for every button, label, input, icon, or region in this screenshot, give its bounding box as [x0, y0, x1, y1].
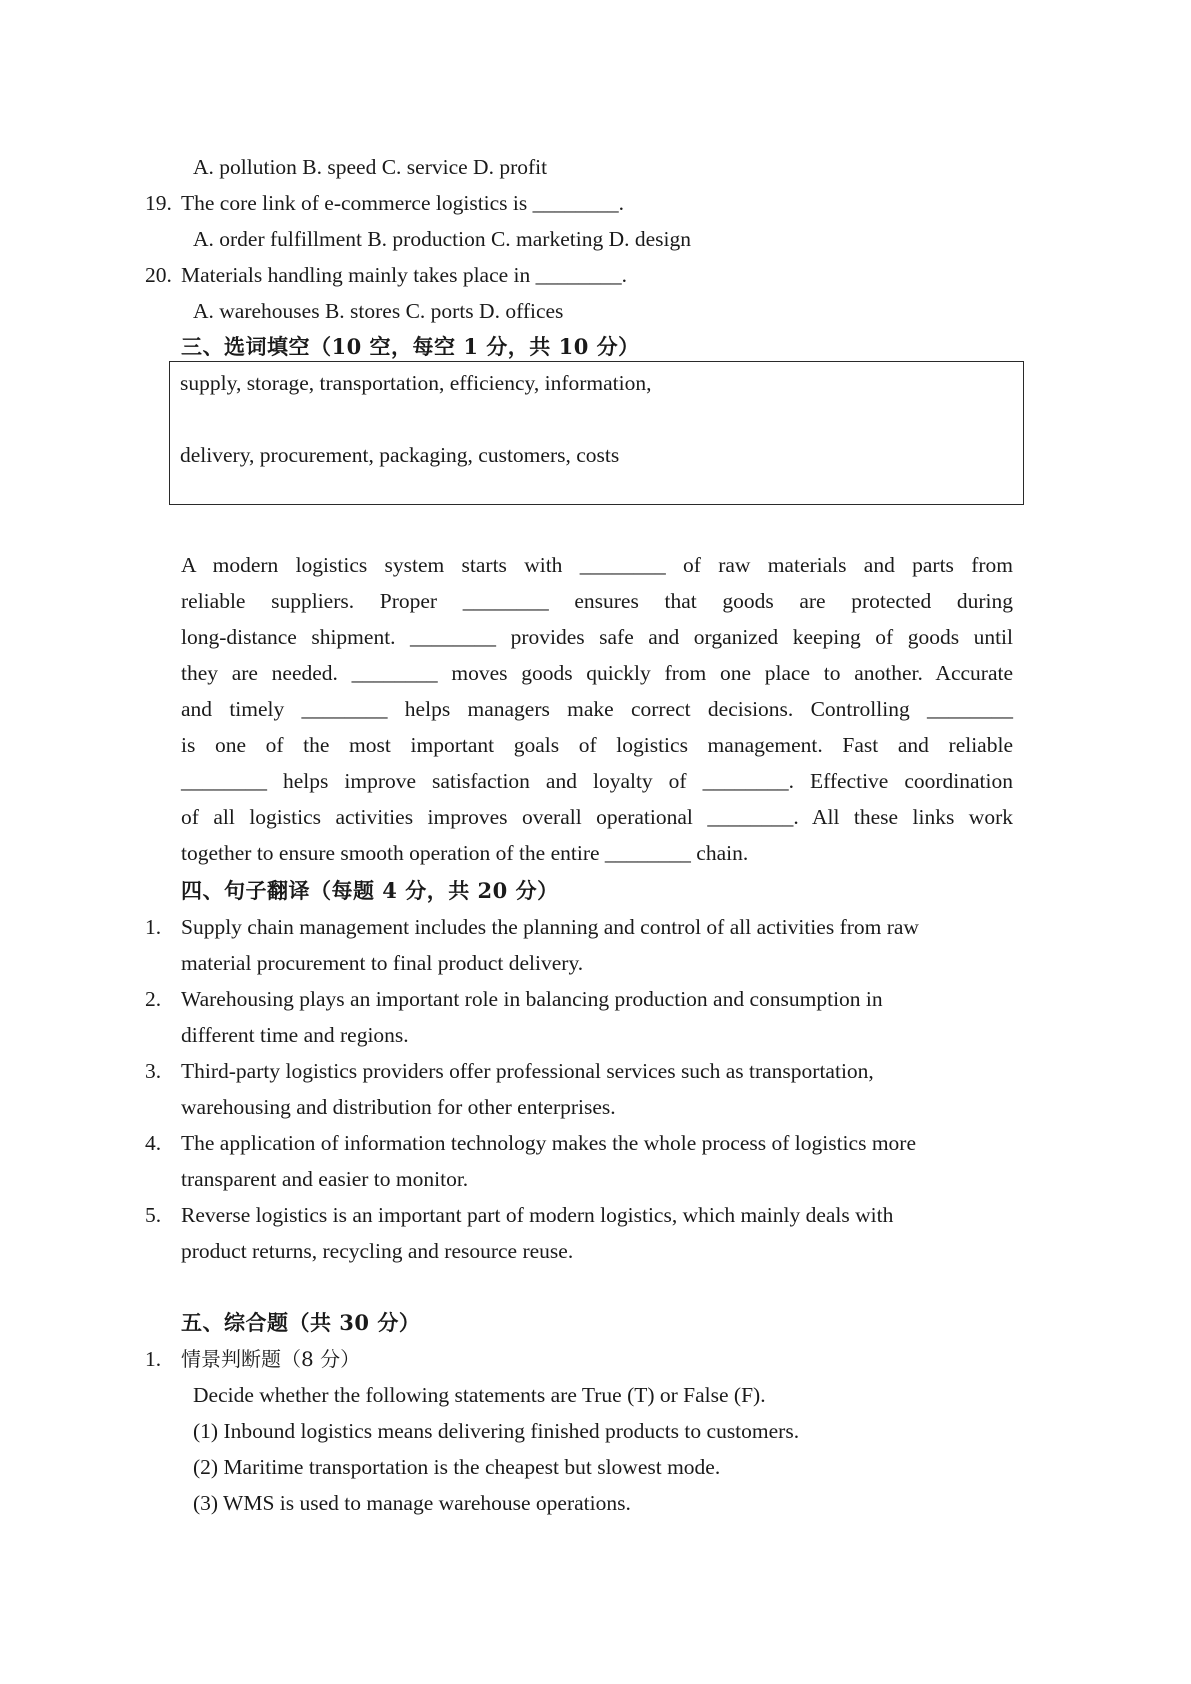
translation-item-line: product returns, recycling and resource reuse.: [181, 1239, 574, 1263]
section5-heading: 五、综合题（共 30 分）: [181, 1310, 421, 1335]
word-bank-box: [169, 361, 1024, 505]
translation-item-line: warehousing and distribution for other enterprises.: [181, 1095, 616, 1119]
translation-item-line: material procurement to final product delivery.: [181, 951, 584, 975]
passage-line: long-distance shipment. ________ provides safe and organized keeping of goods until: [181, 625, 1013, 649]
passage-line: together to ensure smooth operation of the entire ________ chain.: [181, 841, 749, 865]
q18-options: A. pollution B. speed C. service D. profit: [193, 155, 548, 179]
translation-item-number: 4.: [145, 1131, 162, 1155]
tf-statement: (3) WMS is used to manage warehouse operations.: [193, 1491, 631, 1515]
cloze-passage: [181, 547, 1013, 871]
tf-statement: (2) Maritime transportation is the cheapest but slowest mode.: [193, 1455, 721, 1479]
q20-text: Materials handling mainly takes place in ________.: [181, 263, 628, 287]
word-bank-line: supply, storage, transportation, efficiency, information,: [180, 371, 652, 395]
q19-number: 19.: [145, 191, 172, 215]
passage-line: A modern logistics system starts with ________ of raw materials and parts from: [181, 553, 1013, 577]
translation-item-line: different time and regions.: [181, 1023, 409, 1047]
translation-item-line: transparent and easier to monitor.: [181, 1167, 469, 1191]
translation-item-line: The application of information technology makes the whole process of logistics more: [181, 1131, 916, 1155]
tf-statement: (1) Inbound logistics means delivering finished products to customers.: [193, 1419, 800, 1443]
translation-item-number: 1.: [145, 915, 162, 939]
passage-line: reliable suppliers. Proper ________ ensures that goods are protected during: [181, 589, 1013, 613]
translation-item-number: 2.: [145, 987, 162, 1011]
passage-line: and timely ________ helps managers make correct decisions. Controlling ________: [181, 697, 1013, 721]
q19-options: A. order fulfillment B. production C. marketing D. design: [193, 227, 691, 251]
passage-line: they are needed. ________ moves goods quickly from one place to another. Accurate: [181, 661, 1013, 685]
q20-options: A. warehouses B. stores C. ports D. offices: [193, 299, 564, 323]
translation-item-number: 5.: [145, 1203, 162, 1227]
passage-line: of all logistics activities improves overall operational ________. All these links work: [181, 805, 1013, 829]
translation-item-line: Warehousing plays an important role in balancing production and consumption in: [181, 987, 883, 1011]
passage-line: is one of the most important goals of logistics management. Fast and reliable: [181, 733, 1013, 757]
passage-line: ________ helps improve satisfaction and loyalty of ________. Effective coordination: [181, 769, 1013, 793]
section3-heading: 三、选词填空（10 空，每空 1 分，共 10 分）: [181, 334, 640, 359]
word-bank-line: delivery, procurement, packaging, customers, costs: [180, 443, 620, 467]
q20-number: 20.: [145, 263, 172, 287]
q19-text: The core link of e-commerce logistics is ________.: [181, 191, 625, 215]
translation-item-line: Reverse logistics is an important part of modern logistics, which mainly deals with: [181, 1203, 894, 1227]
comprehensive-q1-number: 1.: [145, 1347, 162, 1371]
section4-heading: 四、句子翻译（每题 4 分，共 20 分）: [181, 878, 559, 903]
translation-item-number: 3.: [145, 1059, 162, 1083]
translation-item-line: Third-party logistics providers offer professional services such as transportation,: [181, 1059, 874, 1083]
comprehensive-q1-title: 情景判断题（8 分）: [181, 1347, 361, 1371]
comprehensive-q1-instruction: Decide whether the following statements are True (T) or False (F).: [193, 1383, 766, 1407]
translation-item-line: Supply chain management includes the planning and control of all activities from raw: [181, 915, 919, 939]
